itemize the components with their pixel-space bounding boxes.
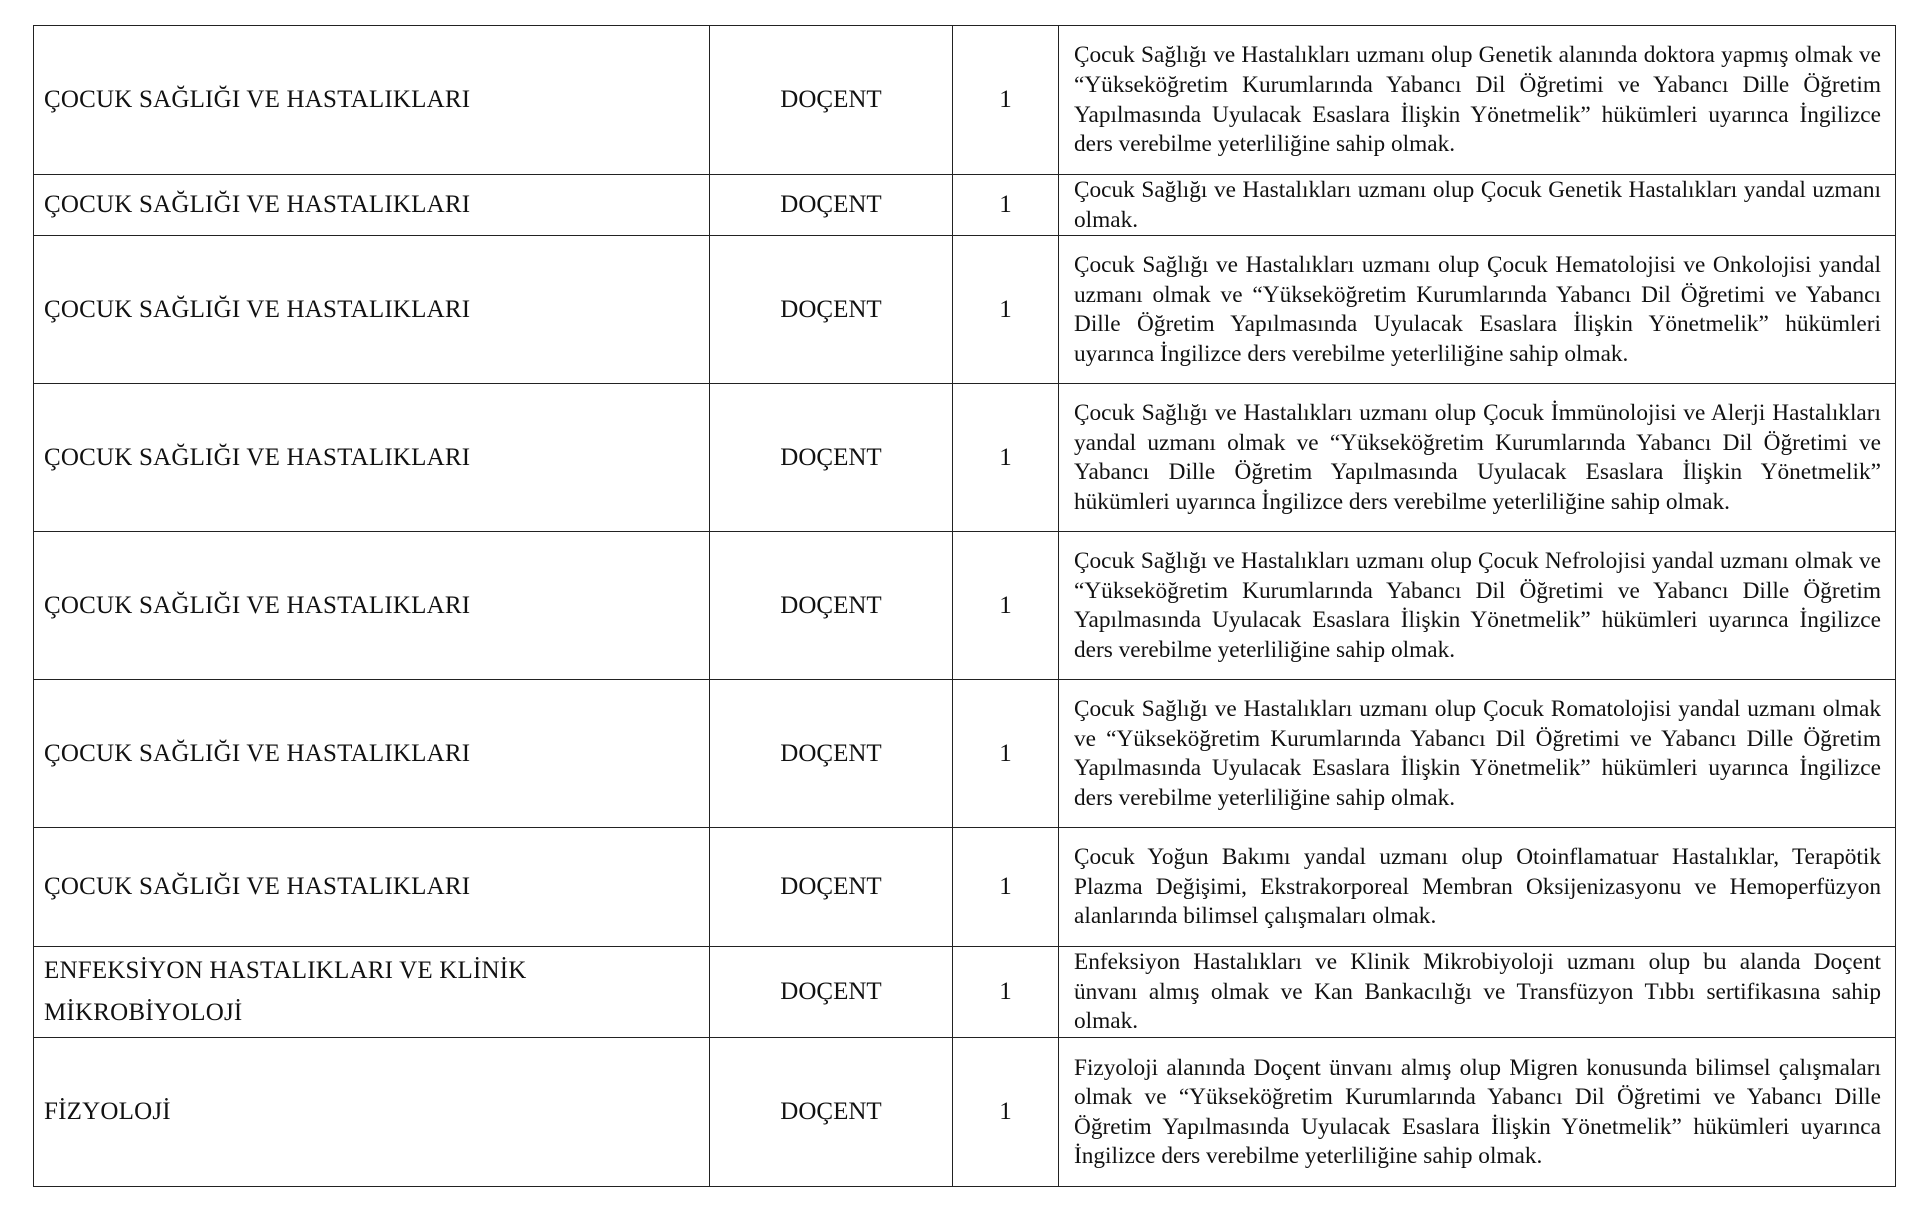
academic-title-cell: DOÇENT (710, 680, 953, 828)
table-row (34, 175, 1896, 236)
requirement-cell: Fizyoloji alanında Doçent ünvanı almış olup Migren konusunda bilimsel çalışmaları olmak ve “Yükseköğretim Kurumlarında Yabancı Dil Öğretimi ve Yabancı Dille Öğretim Yapılmasında Uyulacak Esaslara İlişkin Yönetmelik” hükümleri uyarınca İngilizce ders verebilme yeterliliğine sahip olmak. (1059, 1038, 1896, 1187)
requirement-cell: Enfeksiyon Hastalıkları ve Klinik Mikrobiyoloji uzmanı olup bu alanda Doçent ünvanı almış olmak ve Kan Bankacılığı ve Transfüzyon Tıbbı sertifikasına sahip olmak. (1059, 947, 1896, 1038)
position-count-cell: 1 (953, 26, 1059, 175)
department-cell: ÇOCUK SAĞLIĞI VE HASTALIKLARI (34, 236, 710, 384)
department-cell: ÇOCUK SAĞLIĞI VE HASTALIKLARI (34, 680, 710, 828)
department-cell: ÇOCUK SAĞLIĞI VE HASTALIKLARI (34, 384, 710, 532)
table-row (34, 828, 1896, 947)
requirement-cell: Çocuk Sağlığı ve Hastalıkları uzmanı olup Çocuk Romatolojisi yandal uzmanı olmak ve “Yükseköğretim Kurumlarında Yabancı Dil Öğretimi ve Yabancı Dille Öğretim Yapılmasında Uyulacak Esaslara İlişkin Yönetmelik” hükümleri uyarınca İngilizce ders verebilme yeterliliğine sahip olmak. (1059, 680, 1896, 828)
department-cell: ÇOCUK SAĞLIĞI VE HASTALIKLARI (34, 175, 710, 236)
positions-table-body (34, 26, 1896, 1187)
department-cell: ÇOCUK SAĞLIĞI VE HASTALIKLARI (34, 828, 710, 947)
academic-title-cell: DOÇENT (710, 26, 953, 175)
academic-title-cell: DOÇENT (710, 828, 953, 947)
position-count-cell: 1 (953, 175, 1059, 236)
position-count-cell: 1 (953, 384, 1059, 532)
academic-title-cell: DOÇENT (710, 532, 953, 680)
table-row (34, 384, 1896, 532)
table-row (34, 26, 1896, 175)
requirement-cell: Çocuk Sağlığı ve Hastalıkları uzmanı olup Çocuk Genetik Hastalıkları yandal uzmanı olmak. (1059, 175, 1896, 236)
department-cell: ÇOCUK SAĞLIĞI VE HASTALIKLARI (34, 532, 710, 680)
positions-table (33, 25, 1896, 1187)
table-row (34, 1038, 1896, 1187)
requirement-cell: Çocuk Sağlığı ve Hastalıkları uzmanı olup Genetik alanında doktora yapmış olmak ve “Yükseköğretim Kurumlarında Yabancı Dil Öğretimi ve Yabancı Dille Öğretim Yapılmasında Uyulacak Esaslara İlişkin Yönetmelik” hükümleri uyarınca İngilizce ders verebilme yeterliliğine sahip olmak. (1059, 26, 1896, 175)
requirement-cell: Çocuk Sağlığı ve Hastalıkları uzmanı olup Çocuk Hematolojisi ve Onkolojisi yandal uzmanı olmak ve “Yükseköğretim Kurumlarında Yabancı Dil Öğretimi ve Yabancı Dille Öğretim Yapılmasında Uyulacak Esaslara İlişkin Yönetmelik” hükümleri uyarınca İngilizce ders verebilme yeterliliğine sahip olmak. (1059, 236, 1896, 384)
requirement-cell: Çocuk Sağlığı ve Hastalıkları uzmanı olup Çocuk İmmünolojisi ve Alerji Hastalıkları yandal uzmanı olmak ve “Yükseköğretim Kurumlarında Yabancı Dil Öğretimi ve Yabancı Dille Öğretim Yapılmasında Uyulacak Esaslara İlişkin Yönetmelik” hükümleri uyarınca İngilizce ders verebilme yeterliliğine sahip olmak. (1059, 384, 1896, 532)
table-row (34, 532, 1896, 680)
department-cell: FİZYOLOJİ (34, 1038, 710, 1187)
position-count-cell: 1 (953, 947, 1059, 1038)
position-count-cell: 1 (953, 236, 1059, 384)
academic-title-cell: DOÇENT (710, 947, 953, 1038)
academic-title-cell: DOÇENT (710, 175, 953, 236)
academic-title-cell: DOÇENT (710, 236, 953, 384)
department-cell: ÇOCUK SAĞLIĞI VE HASTALIKLARI (34, 26, 710, 175)
position-count-cell: 1 (953, 532, 1059, 680)
table-row (34, 680, 1896, 828)
academic-title-cell: DOÇENT (710, 1038, 953, 1187)
table-row (34, 947, 1896, 1038)
requirement-cell: Çocuk Yoğun Bakımı yandal uzmanı olup Otoinflamatuar Hastalıklar, Terapötik Plazma Değişimi, Ekstrakorporeal Membran Oksijenizasyonu ve Hemoperfüzyon alanlarında bilimsel çalışmaları olmak. (1059, 828, 1896, 947)
department-cell: ENFEKSİYON HASTALIKLARI VE KLİNİK MİKROBİYOLOJİ (34, 947, 710, 1038)
position-count-cell: 1 (953, 1038, 1059, 1187)
position-count-cell: 1 (953, 680, 1059, 828)
academic-title-cell: DOÇENT (710, 384, 953, 532)
requirement-cell: Çocuk Sağlığı ve Hastalıkları uzmanı olup Çocuk Nefrolojisi yandal uzmanı olmak ve “Yükseköğretim Kurumlarında Yabancı Dil Öğretimi ve Yabancı Dille Öğretim Yapılmasında Uyulacak Esaslara İlişkin Yönetmelik” hükümleri uyarınca İngilizce ders verebilme yeterliliğine sahip olmak. (1059, 532, 1896, 680)
table-row (34, 236, 1896, 384)
position-count-cell: 1 (953, 828, 1059, 947)
